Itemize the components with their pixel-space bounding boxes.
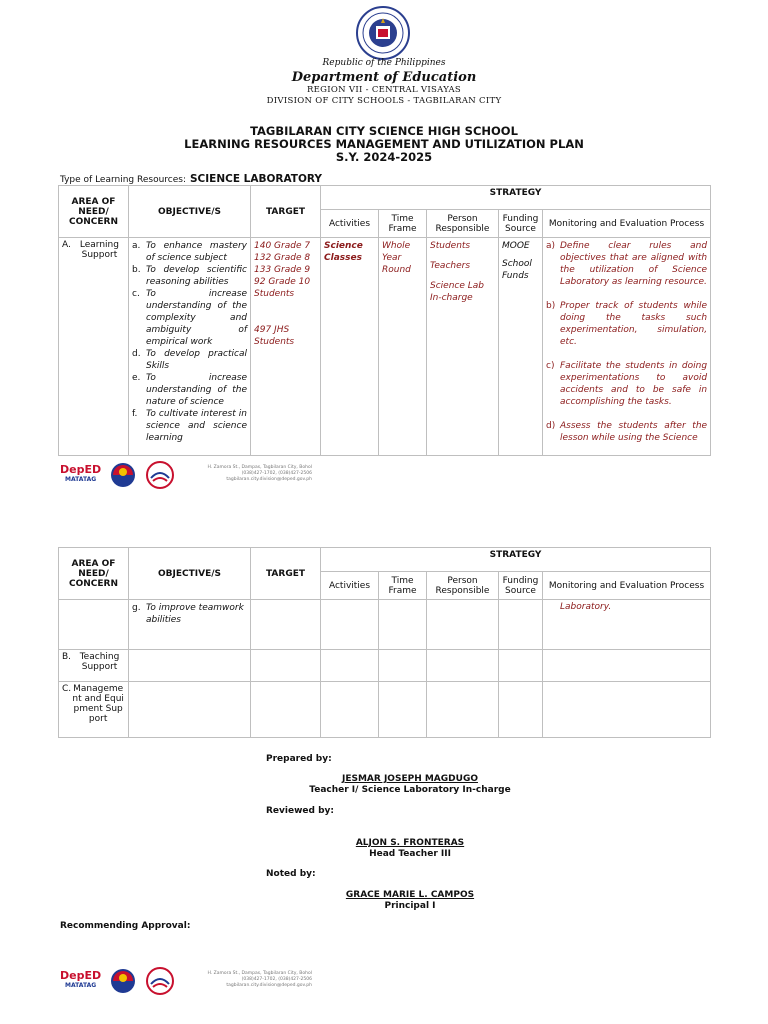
- monitoring-item: a) Define clear rules and objectives that are aligned with the utilization of Science Laboratory as learning resource.: [546, 241, 708, 287]
- header-monitoring: Monitoring and Evaluation Process: [543, 572, 711, 600]
- noted-title: Principal I: [384, 901, 436, 911]
- header-person: Person Responsible: [427, 572, 499, 600]
- target-line: 92 Grade 10: [254, 277, 311, 287]
- footer-logos: [60, 460, 175, 490]
- header-target: TARGET: [251, 186, 321, 238]
- type-label: Type of Learning Resources:: [60, 175, 186, 185]
- funding-item: School Funds: [502, 259, 532, 281]
- target-line: 132 Grade 8: [254, 253, 311, 263]
- school-year: S.Y. 2024-2025: [335, 150, 433, 164]
- target-line: 133 Grade 9: [254, 265, 311, 275]
- objectives-list: [132, 240, 247, 444]
- monitoring-list: [546, 240, 707, 444]
- prepared-label: Prepared by:: [266, 754, 332, 764]
- objective-item: a. To enhance mastery of science subject: [132, 241, 247, 263]
- division-logo: [145, 966, 175, 996]
- recommending-label: Recommending Approval:: [60, 921, 191, 931]
- footer-logos-2: [60, 966, 175, 996]
- monitoring-item: d) Assess the students after the lesson while using the Science: [546, 421, 708, 443]
- objective-item: e. To increase understanding of the nature of science: [132, 373, 247, 407]
- header-target: TARGET: [251, 548, 321, 600]
- target-line: 140 Grade 7: [254, 241, 311, 251]
- type-value: SCIENCE LABORATORY: [190, 173, 323, 185]
- area-cell-empty: [59, 600, 129, 650]
- header-activities: Activities: [321, 572, 379, 600]
- objective-g-cell: [129, 600, 251, 650]
- objectives-cell: [129, 238, 251, 456]
- bagong-pilipinas-logo: [109, 967, 137, 995]
- noted-label: Noted by:: [266, 869, 316, 879]
- plan-title: LEARNING RESOURCES MANAGEMENT AND UTILIZATION PLAN: [184, 137, 584, 151]
- area-teaching-cell: B. Teaching Support: [59, 650, 129, 682]
- header-funding: Funding Source: [499, 210, 543, 238]
- type-of-resources: [60, 173, 322, 185]
- area-management-cell: C. Manageme nt and Equipment Support: [59, 682, 129, 738]
- deped-matatag-logo: DepED MATATAG: [60, 463, 102, 483]
- target-total: 497 JHS Students: [254, 325, 295, 347]
- noted-name: GRACE MARIE L. CAMPOS: [345, 890, 475, 900]
- division-logo: [145, 460, 175, 490]
- deped-seal-logo: [356, 6, 410, 60]
- funding-cell: [499, 238, 543, 456]
- person-item: Students: [430, 241, 471, 251]
- area-marker: A.: [62, 240, 71, 250]
- objective-item: c. To increase understanding of the complexity and ambiguity of empirical work: [132, 289, 247, 347]
- area-teaching-text: Teaching Support: [79, 652, 120, 672]
- monitoring-item: b) Proper track of students while doing the tasks such experimentation, simulation, etc.: [546, 301, 708, 347]
- prepared-title: Teacher I/ Science Laboratory In-charge: [309, 785, 511, 795]
- area-cell: [59, 238, 129, 456]
- header-objectives: OBJECTIVE/S: [129, 548, 251, 600]
- footer-address: H. Zamora St., Dampas, Tagbilaran City, Bohol (038)427-1702, (038)427-2506 tagbilaran.city.division@deped.gov.ph: [207, 465, 312, 482]
- header-person: Person Responsible: [427, 210, 499, 238]
- activities-cell: Science Classes: [321, 238, 379, 456]
- school-name: TAGBILARAN CITY SCIENCE HIGH SCHOOL: [250, 124, 518, 138]
- header-time-frame: Time Frame: [379, 210, 427, 238]
- footer-address-2: H. Zamora St., Dampas, Tagbilaran City, Bohol (038)427-1702, (038)427-2506 tagbilaran.city.division@deped.gov.ph: [207, 971, 312, 988]
- time-frame-cell: Whole Year Round: [379, 238, 427, 456]
- area-text: Learning Support: [79, 240, 119, 260]
- header-time-frame: Time Frame: [379, 572, 427, 600]
- objective-item: g. To improve teamwork abilities: [132, 603, 244, 625]
- area-management-text: Manageme nt and Equipment Support: [72, 684, 124, 724]
- target-line: Students: [254, 289, 295, 299]
- objective-item: d. To develop practical Skills: [132, 349, 247, 371]
- republic-line: Republic of the Philippines: [322, 58, 446, 68]
- header-strategy: STRATEGY: [321, 548, 711, 572]
- header-strategy: STRATEGY: [321, 186, 711, 210]
- header-funding: Funding Source: [499, 572, 543, 600]
- reviewed-title: Head Teacher III: [369, 849, 451, 859]
- person-cell: [427, 238, 499, 456]
- person-item: Teachers: [430, 261, 471, 271]
- plan-table-page2: [58, 547, 711, 738]
- deped-matatag-logo: DepED MATATAG: [60, 969, 102, 989]
- objective-item: f. To cultivate interest in science and science learning: [132, 409, 247, 443]
- person-item: Science Lab In-charge: [430, 281, 484, 303]
- monitoring-item: c) Facilitate the students in doing experimentations to avoid accidents and to be safe in accomplishing the tasks.: [546, 361, 708, 407]
- header-objectives: OBJECTIVE/S: [129, 186, 251, 238]
- monitoring-cell: [543, 238, 711, 456]
- department-name: Department of Education: [291, 70, 477, 85]
- header-activities: Activities: [321, 210, 379, 238]
- monitoring-continuation: Laboratory.: [543, 600, 711, 650]
- header-monitoring: Monitoring and Evaluation Process: [543, 210, 711, 238]
- bagong-pilipinas-logo: [109, 461, 137, 489]
- division-line: DIVISION OF CITY SCHOOLS - TAGBILARAN CITY: [266, 96, 502, 106]
- target-cell: [251, 238, 321, 456]
- reviewed-name: ALJON S. FRONTERAS: [355, 838, 465, 848]
- header-area: AREA OF NEED/ CONCERN: [59, 548, 129, 600]
- prepared-name: JESMAR JOSEPH MAGDUGO: [342, 774, 478, 784]
- header-area: AREA OF NEED/ CONCERN: [59, 186, 129, 238]
- funding-item: MOOE: [502, 241, 530, 251]
- region-line: REGION VII - CENTRAL VISAYAS: [306, 85, 462, 95]
- objective-item: b. To develop scientific reasoning abilities: [132, 265, 247, 287]
- reviewed-label: Reviewed by:: [266, 806, 334, 816]
- plan-table-page1: [58, 185, 711, 456]
